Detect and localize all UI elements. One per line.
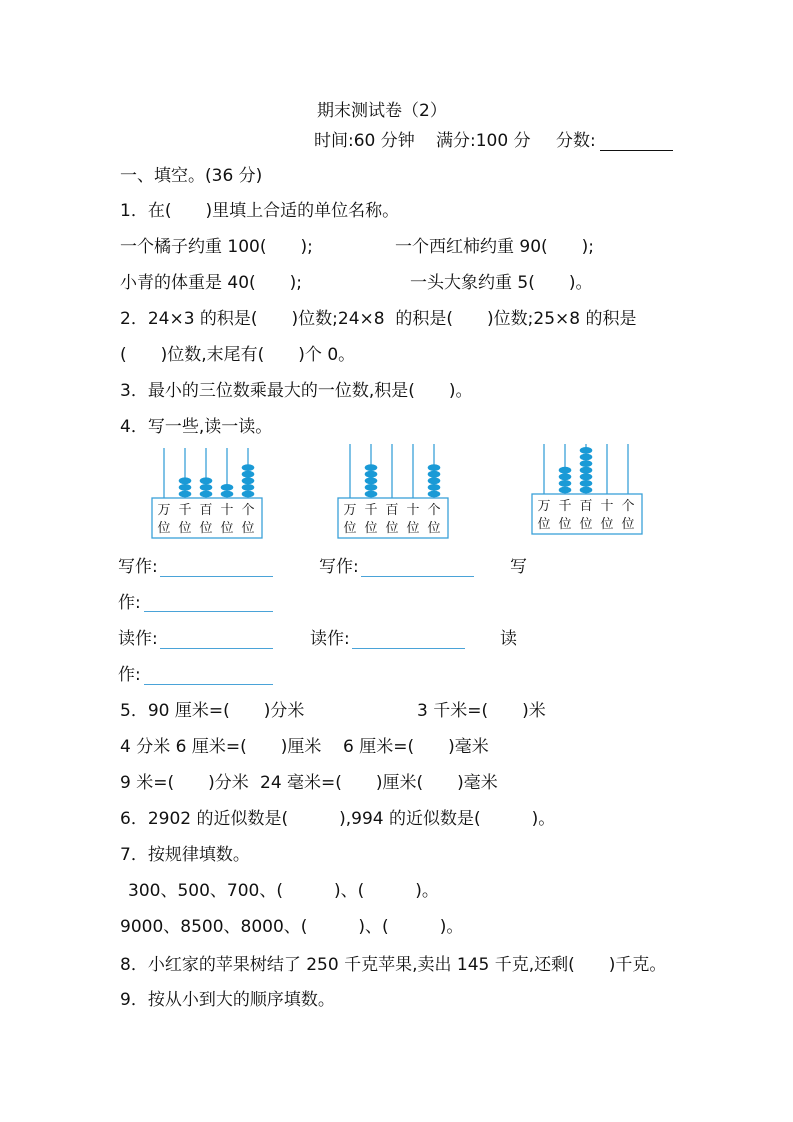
q6: 6．2902 的近似数是( ),994 的近似数是( )。 [120,809,556,829]
abacus-bead [242,484,255,491]
abacus-bead [580,487,593,494]
abacus-bead [580,480,593,487]
abacus-bead [580,473,593,480]
abacus-bead [428,491,441,498]
abacus-bead [242,477,255,484]
q1-prompt: 1．在( )里填上合适的单位名称。 [120,201,400,221]
q1-item-a: 一个橘子约重 100( ); [120,237,313,257]
place-suffix: 位 [199,521,213,536]
place-suffix: 位 [241,521,255,536]
abacus-bead [559,480,572,487]
place-name: 个 [427,503,441,518]
place-suffix: 位 [600,517,614,532]
place-suffix: 位 [537,517,551,532]
abacus-bead [200,484,213,491]
write-blank-2[interactable] [361,576,474,577]
abacus-bead [428,484,441,491]
full-score-info: 满分:100 分 [436,131,531,151]
abacus-3 [530,442,644,536]
abacus-1 [150,446,264,540]
abacus-bead [580,460,593,467]
read-blank-3[interactable] [144,684,273,685]
q5-item-c: 4 分米 6 厘米=( )厘米 [120,737,322,757]
read-label-3a: 读 [500,629,517,649]
q5-item-d: 6 厘米=( )毫米 [343,737,489,757]
place-suffix: 位 [343,521,357,536]
place-suffix: 位 [385,521,399,536]
place-name: 万 [343,503,357,518]
score-label: 分数: [556,131,596,151]
place-name: 千 [558,499,572,514]
q9: 9．按从小到大的顺序填数。 [120,990,335,1010]
write-label-3b: 作: [118,593,141,613]
q5-item-f: 24 毫米=( )厘米( )毫米 [260,773,498,793]
place-suffix: 位 [579,517,593,532]
page-title: 期末测试卷（2） [317,101,447,121]
abacus-bead [365,464,378,471]
abacus-bead [221,484,234,491]
place-suffix: 位 [178,521,192,536]
abacus-bead [428,471,441,478]
place-suffix: 位 [406,521,420,536]
q2-line2: ( )位数,末尾有( )个 0。 [120,345,356,365]
q3: 3．最小的三位数乘最大的一位数,积是( )。 [120,381,473,401]
abacus-bead [559,473,572,480]
q1-item-c: 小青的体重是 40( ); [120,273,303,293]
abacus-bead [242,471,255,478]
read-blank-2[interactable] [352,648,465,649]
abacus-bead [179,491,192,498]
abacus-bead [559,487,572,494]
abacus-bead [221,491,234,498]
abacus-bead [179,484,192,491]
q5-item-b: 3 千米=( )米 [417,701,546,721]
place-name: 百 [199,503,213,518]
abacus-bead [242,464,255,471]
abacus-2 [336,442,450,540]
q1-item-d: 一头大象约重 5( )。 [410,273,593,293]
place-name: 千 [178,503,192,518]
section-heading: 一、填空。(36 分) [120,166,263,186]
place-name: 千 [364,503,378,518]
place-suffix: 位 [157,521,171,536]
q7-sequence-a: 300、500、700、( )、( )。 [128,881,439,901]
abacus-bead [365,491,378,498]
read-label-3b: 作: [118,665,141,685]
q4-prompt: 4．写一些,读一读。 [120,417,273,437]
abacus-bead [580,447,593,454]
q7-prompt: 7．按规律填数。 [120,845,250,865]
read-blank-1[interactable] [160,648,273,649]
place-name: 个 [621,499,635,514]
q5-item-a: 5．90 厘米=( )分米 [120,701,305,721]
abacus-bead [428,477,441,484]
q8: 8．小红家的苹果树结了 250 千克苹果,卖出 145 千克,还剩( )千克。 [120,955,667,975]
abacus-bead [559,467,572,474]
q1-item-b: 一个西红柿约重 90( ); [395,237,595,257]
write-label-3a: 写 [510,557,527,577]
q2-line1: 2．24×3 的积是( )位数;24×8 的积是( )位数;25×8 的积是 [120,309,637,329]
place-name: 个 [241,503,255,518]
place-name: 万 [157,503,171,518]
place-suffix: 位 [621,517,635,532]
abacus-bead [428,464,441,471]
write-label-2: 写作: [319,557,359,577]
place-name: 百 [385,503,399,518]
score-blank[interactable] [600,150,673,151]
abacus-bead [365,477,378,484]
abacus-bead [580,454,593,461]
place-suffix: 位 [220,521,234,536]
write-blank-1[interactable] [160,576,273,577]
place-name: 十 [406,503,420,518]
abacus-bead [242,491,255,498]
read-label-1: 读作: [118,629,158,649]
abacus-bead [200,477,213,484]
place-name: 十 [220,503,234,518]
abacus-bead [580,467,593,474]
read-label-2: 读作: [310,629,350,649]
write-blank-3[interactable] [144,611,273,612]
place-suffix: 位 [558,517,572,532]
q7-sequence-b: 9000、8500、8000、( )、( )。 [120,917,464,937]
abacus-bead [365,484,378,491]
place-name: 十 [600,499,614,514]
write-label-1: 写作: [118,557,158,577]
place-name: 万 [537,499,551,514]
q5-item-e: 9 米=( )分米 [120,773,249,793]
abacus-bead [179,477,192,484]
place-suffix: 位 [364,521,378,536]
place-name: 百 [579,499,593,514]
place-suffix: 位 [427,521,441,536]
abacus-bead [365,471,378,478]
abacus-bead [200,491,213,498]
time-info: 时间:60 分钟 [314,131,415,151]
